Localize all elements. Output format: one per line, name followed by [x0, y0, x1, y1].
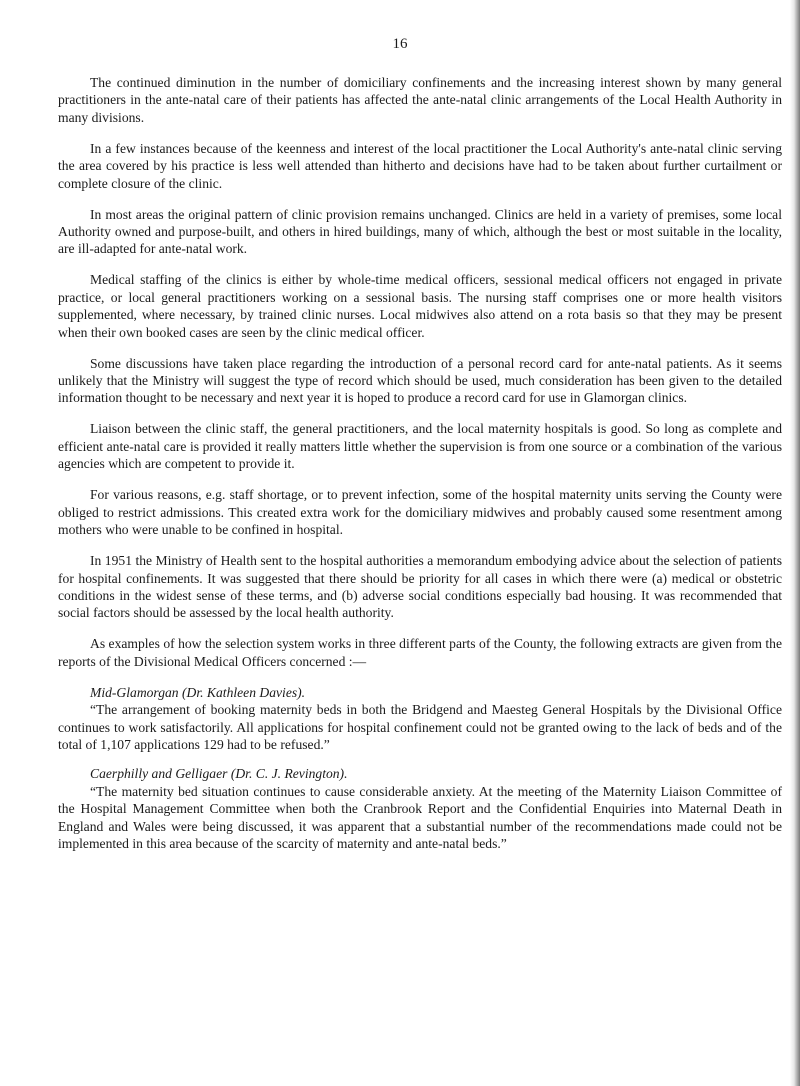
extract-body: “The maternity bed situation continues to cause considerable anxiety. At the meeting of the Maternity Liaison Committee of the Hospital Management Committee when both the Cranbrook Report and the Confidential Enquiries into Maternal Death in England and Wales were being discussed, it was apparent that a substantial number of the recommendations made could not be implemented in this area because of the scarcity of maternity and ante-natal beds.” — [58, 783, 782, 851]
paragraph-liaison: Liaison between the clinic staff, the general practitioners, and the local maternity hospitals is good. So long as complete and efficient ante-natal care is provided it really matters little whether the supervision is from one source or a combination of the various agencies which are competent to provide it. — [58, 421, 782, 472]
extract-caerphilly-gelligaer — [58, 765, 782, 852]
paragraph-keenness-of-practitioner: In a few instances because of the keenness and interest of the local practitioner the Local Authority's ante-natal clinic serving the area covered by his practice is less well attended than hitherto and decisions have had to be taken about further curtailment or complete closure of the clinic. — [58, 140, 782, 191]
paragraph-ministry-memorandum: In 1951 the Ministry of Health sent to the hospital authorities a memorandum embodying advice about the selection of patients for hospital confinements. It was suggested that there should be priority for all cases in which there were (a) medical or obstetric conditions in the widest sense of these terms, and (b) adverse social conditions especially bad housing. It was recommended that social factors should be assessed by the local health authority. — [58, 553, 782, 621]
extract-heading: Caerphilly and Gelligaer (Dr. C. J. Revington). — [90, 766, 348, 782]
paragraph-medical-staffing: Medical staffing of the clinics is either by whole-time medical officers, sessional medical officers not engaged in private practice, or local general practitioners working on a sessional basis. The nursing staff comprises one or more health visitors supplemented, where necessary, by trained clinic nurses. Local midwives also attend on a rota basis so that they may be present when their own booked cases are seen by the clinic medical officer. — [58, 272, 782, 340]
paragraph-extracts-intro: As examples of how the selection system works in three different parts of the County, the following extracts are given from the reports of the Divisional Medical Officers concerned :— — [58, 636, 782, 669]
extract-heading: Mid-Glamorgan (Dr. Kathleen Davies). — [90, 684, 306, 700]
paragraph-domiciliary-diminution: The continued diminution in the number of domiciliary confinements and the increasing interest shown by many general practitioners in the ante-natal care of their patients has affected the ante-natal clinic arrangements of the Local Health Authority in many divisions. — [58, 75, 782, 125]
page-number: 16 — [392, 36, 408, 52]
paragraph-restricted-admissions: For various reasons, e.g. staff shortage, or to prevent infection, some of the hospital maternity units serving the County were obliged to restrict admissions. This created extra work for the domiciliary midwives and probably caused some resentment among mothers who were unable to be confined in hospital. — [58, 487, 782, 538]
paragraph-clinic-premises: In most areas the original pattern of clinic provision remains unchanged. Clinics are held in a variety of premises, some local Authority owned and purpose-built, and others in hired buildings, many of which, although the best or most suitable in the locality, are ill-adapted for ante-natal work. — [58, 206, 782, 257]
paragraph-record-card: Some discussions have taken place regarding the introduction of a personal record card for ante-natal patients. As it seems unlikely that the Ministry will suggest the type of record which should be used, much consideration has been given to the detailed information thought to be necessary and next year it is hoped to produce a record card for use in Glamorgan clinics. — [58, 355, 782, 406]
extract-mid-glamorgan — [58, 684, 782, 754]
page-edge-shadow — [790, 0, 800, 1086]
document-body — [58, 74, 782, 864]
extract-body: “The arrangement of booking maternity beds in both the Bridgend and Maesteg General Hospitals by the Divisional Office continues to work satisfactorily. All applications for hospital confinement could not be granted owing to the lack of beds and of the total of 1,107 applications 129 had to be refused.” — [58, 702, 782, 752]
